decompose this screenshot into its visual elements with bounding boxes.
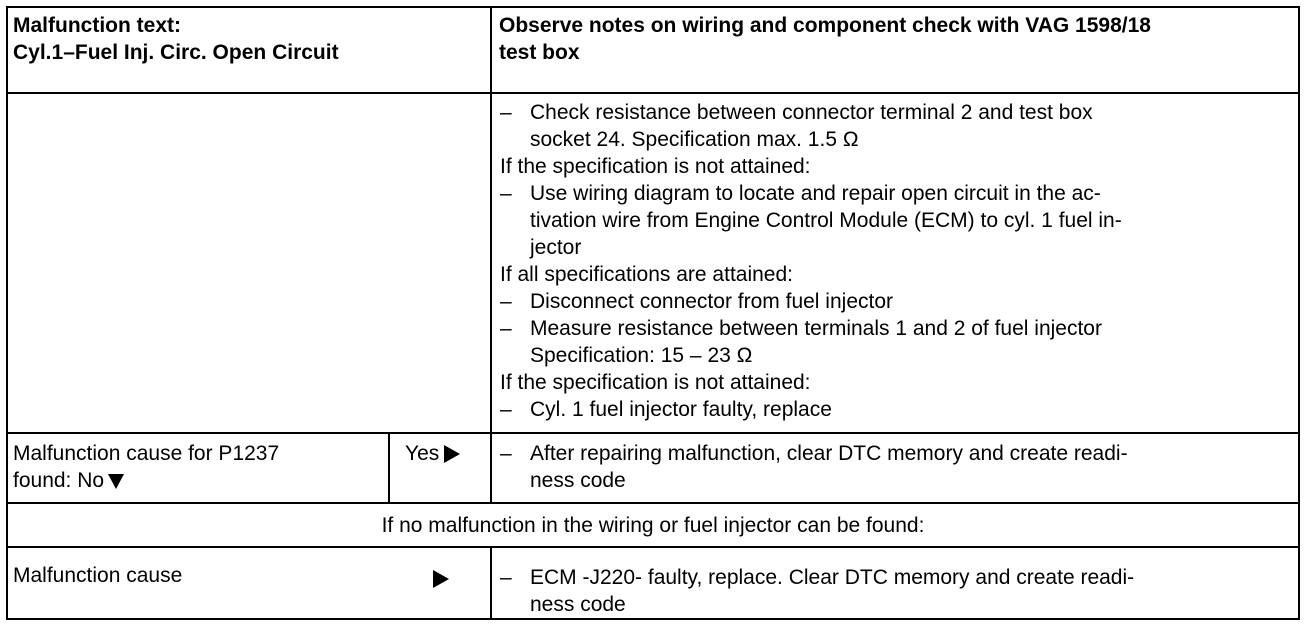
header-right-line1: Observe notes on wiring and component check with VAG 1598/18 xyxy=(499,14,1151,37)
column-divider xyxy=(490,434,492,502)
final-action: – ECM -J220- faulty, replace. Clear DTC memory and create readi- ness code xyxy=(500,564,1134,618)
final-row xyxy=(8,546,1298,618)
condition-note: If all specifications are attained: xyxy=(500,263,793,286)
header-left-line1: Malfunction text: xyxy=(13,14,181,37)
step-locate-repair: – Use wiring diagram to locate and repair open circuit in the ac- tivation wire from Engine Control Module (ECM) to cyl. 1 fuel in- jector xyxy=(500,180,1290,261)
step-replace-injector: – Cyl. 1 fuel injector faulty, replace xyxy=(500,396,1290,423)
steps-row xyxy=(8,92,1298,432)
column-divider xyxy=(490,8,492,92)
repair-procedure-table xyxy=(6,6,1300,620)
arrow-right-icon xyxy=(433,570,449,588)
yes-branch xyxy=(405,440,460,467)
condition-note: If the specification is not attained: xyxy=(500,155,811,178)
arrow-down-icon xyxy=(108,474,124,489)
cause-label: Malfunction cause for P1237 found: No xyxy=(13,442,280,492)
column-divider xyxy=(490,548,492,618)
step-measure-resistance: – Measure resistance between terminals 1 and 2 of fuel injector Specification: 15 – 23 Ω xyxy=(500,315,1290,369)
header-left-line2: Cyl.1–Fuel Inj. Circ. Open Circuit xyxy=(13,41,339,64)
step-disconnect-connector: – Disconnect connector from fuel injector xyxy=(500,288,1290,315)
malfunction-text-header xyxy=(13,12,339,66)
header-right-line2: test box xyxy=(499,41,580,64)
steps-text xyxy=(500,99,1290,423)
header-row xyxy=(8,8,1298,92)
notes-header xyxy=(499,12,1151,66)
column-divider xyxy=(490,94,492,432)
column-divider xyxy=(388,434,390,502)
yes-label: Yes xyxy=(405,442,440,465)
step-check-resistance: – Check resistance between connector terminal 2 and test box socket 24. Specification max. 1.5 Ω xyxy=(500,99,1290,153)
banner-text: If no malfunction in the wiring or fuel injector can be found: xyxy=(381,514,925,537)
final-cause-label: Malfunction cause xyxy=(13,564,183,587)
cause-action: – After repairing malfunction, clear DTC memory and create readi- ness code xyxy=(500,440,1128,494)
cause-row xyxy=(8,432,1298,502)
condition-note: If the specification is not attained: xyxy=(500,371,811,394)
arrow-right-icon xyxy=(444,445,460,463)
banner-row xyxy=(8,502,1298,546)
